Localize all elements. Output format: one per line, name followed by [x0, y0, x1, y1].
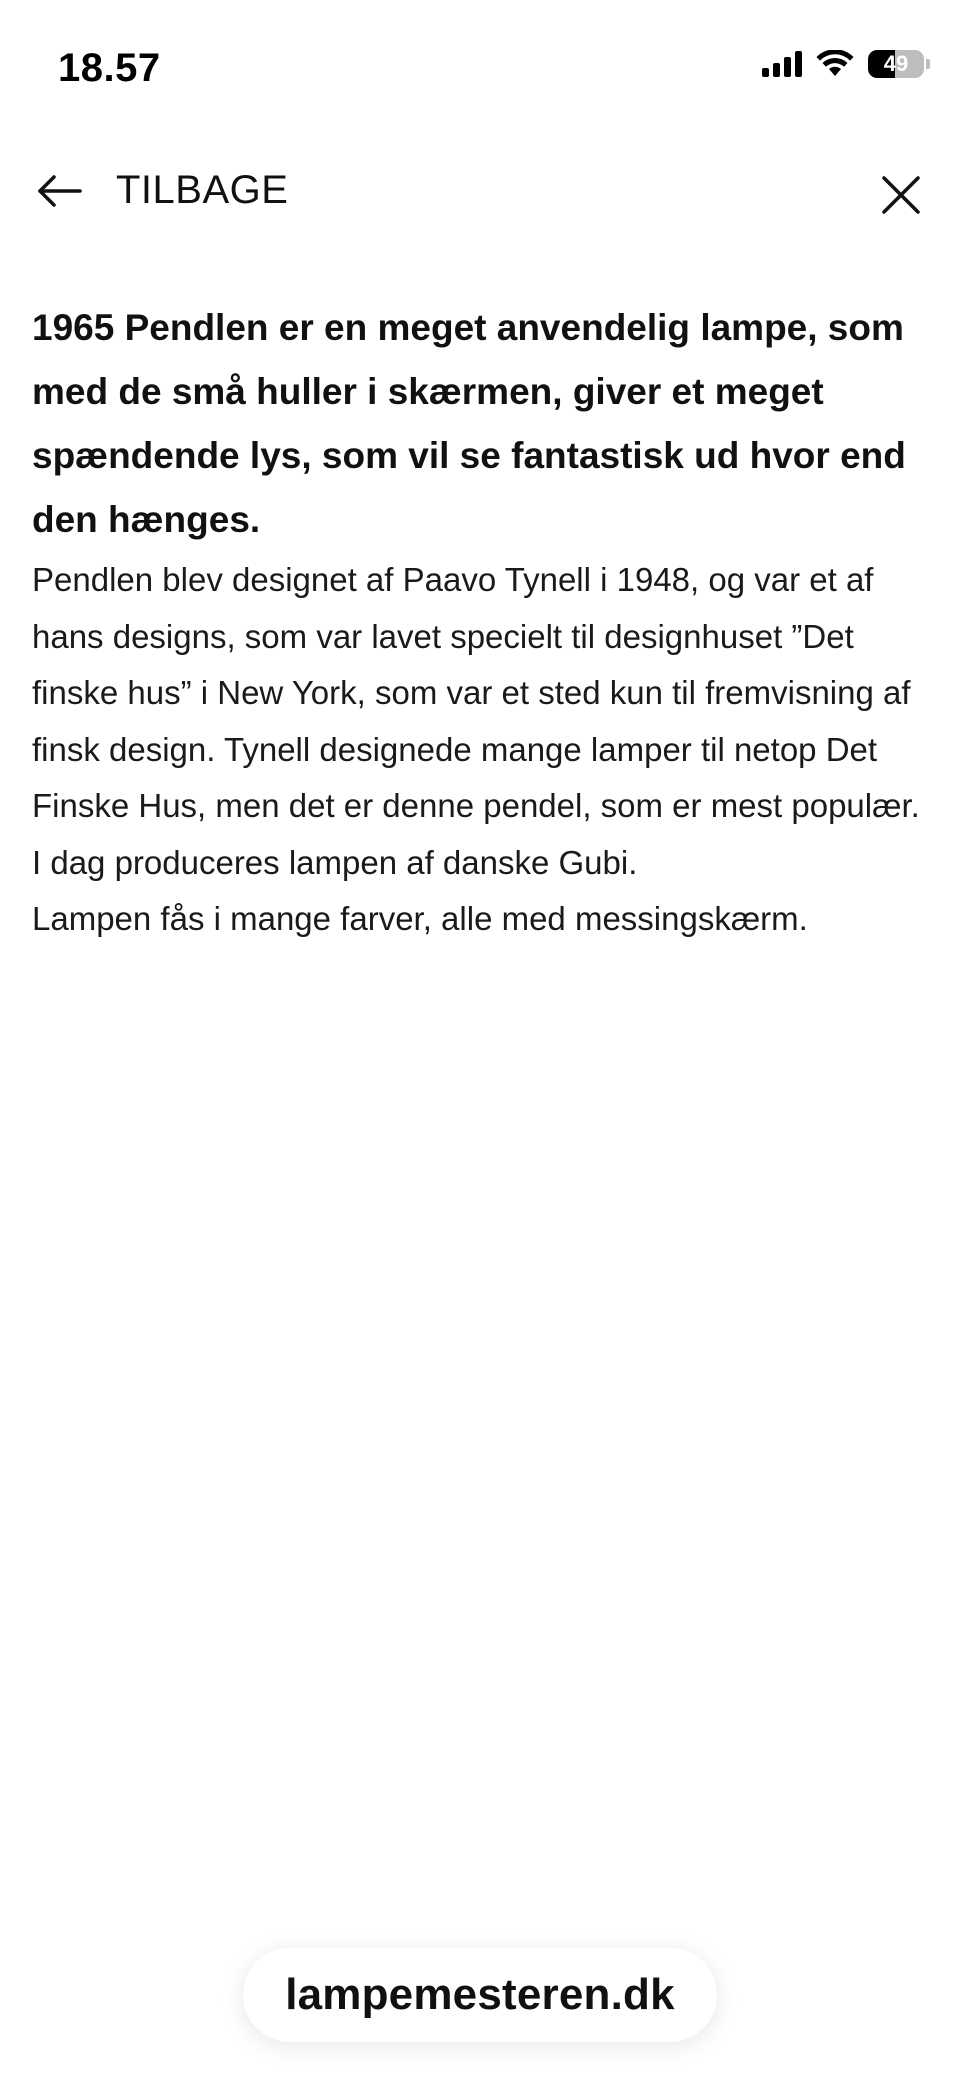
article-paragraph: Lampen fås i mange farver, alle med messingskærm. [32, 900, 808, 937]
back-button[interactable] [36, 168, 288, 213]
status-time: 18.57 [58, 46, 161, 90]
article-paragraph: I dag produceres lampen af danske Gubi. [32, 843, 638, 881]
battery-level: 49 [883, 51, 909, 76]
cellular-signal-icon [762, 51, 802, 77]
address-bar[interactable] [243, 1948, 717, 2042]
status-icons [762, 50, 930, 78]
close-icon [876, 170, 926, 220]
url-text: lampemesteren.dk [285, 1970, 675, 2019]
article-paragraph: Pendlen blev designet af Paavo Tynell i 1948, og var et af hans designs, som var lavet specielt til designhuset ”Det finske hus” i New York, som var et sted kun til fremvisning af finsk design. Tynell designede mange lamper til netop Det Finske Hus, men det er denne pendel, som er mest populær. [32, 561, 920, 824]
arrow-left-icon [36, 173, 82, 209]
article-headline: 1965 Pendlen er en meget anvendelig lampe, som med de små huller i skærmen, giver et meget spændende lys, som vil se fantastisk ud hvor end den hænges. [32, 307, 906, 540]
close-button[interactable] [876, 170, 926, 220]
status-bar [0, 0, 960, 130]
battery-cap [926, 59, 930, 69]
back-label: TILBAGE [116, 168, 289, 212]
top-navigation [0, 160, 960, 230]
wifi-icon [816, 50, 854, 78]
battery-icon [868, 50, 924, 78]
article-content [32, 296, 932, 948]
